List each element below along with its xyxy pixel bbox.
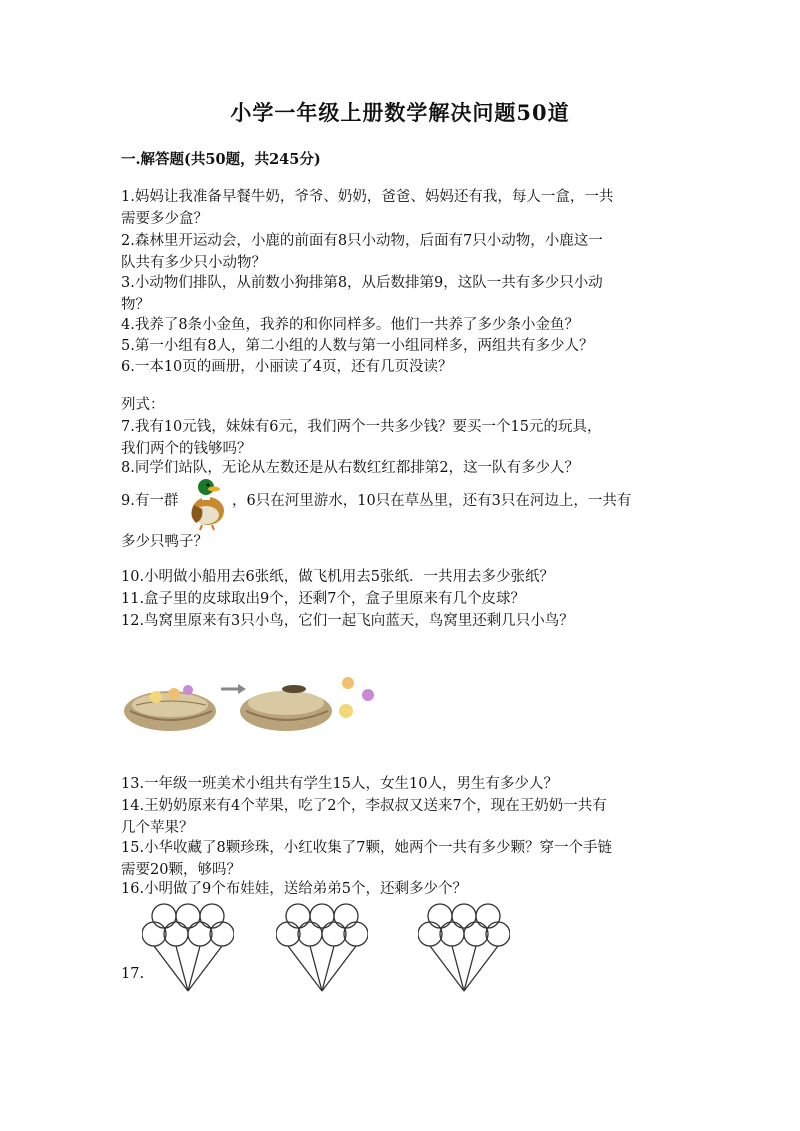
question-3: 3.小动物们排队，从前数小狗排第8，从后数排第9，这队一共有多少只小动 物？ xyxy=(121,275,603,313)
question-15: 15.小华收藏了8颗珍珠，小红收集了7颗，她两个一共有多少颗？穿一个手链 需要20颗，够吗？ xyxy=(121,840,613,878)
question-8: 8.同学们站队，无论从左数还是从右数红红都排第2，这一队有多少人？ xyxy=(121,460,580,476)
question-7: 7.我有10元钱，妹妹有6元，我们两个一共多少钱？要买一个15元的玩具， 我们两个的钱够吗？ xyxy=(121,419,602,457)
question-9-end: ，6只在河里游水，10只在草丛里，还有3只在河边上，一共有 xyxy=(232,493,632,509)
balloon-bunch-illustration-3 xyxy=(418,900,510,993)
question-14: 14.王奶奶原来有4个苹果，吃了2个，李叔叔又送来7个，现在王奶奶一共有 几个苹果？ xyxy=(121,798,607,836)
question-2: 2.森林里开运动会，小鹿的前面有8只小动物，后面有7只小动物，小鹿这一 队共有多少只小动物？ xyxy=(121,233,603,271)
balloon-bunch-illustration-2 xyxy=(276,900,368,993)
question-9-start: 9.有一群 xyxy=(121,493,179,509)
question-9-continued: 多少只鸭子？ xyxy=(121,534,208,550)
question-4: 4.我养了8条小金鱼，我养的和你同样多。他们一共养了多少条小金鱼？ xyxy=(121,317,580,333)
question-13: 13.一年级一班美术小组共有学生15人，女生10人，男生有多少人？ xyxy=(121,776,558,792)
question-6: 6.一本10页的画册，小丽读了4页，还有几页没读？ xyxy=(121,359,453,375)
answer-formula-label: 列式： xyxy=(121,397,165,413)
section-heading: 一.解答题(共50题，共245分) xyxy=(121,151,321,168)
question-10: 10.小明做小船用去6张纸，做飞机用去5张纸．一共用去多少张纸？ xyxy=(121,569,555,585)
balloon-bunch-illustration-1 xyxy=(142,900,234,993)
question-17: 17. xyxy=(121,966,145,982)
question-11: 11.盒子里的皮球取出9个，还剩7个，盒子里原来有几个皮球？ xyxy=(121,591,526,607)
question-16: 16.小明做了9个布娃娃，送给弟弟5个，还剩多少个？ xyxy=(121,881,468,897)
bird-nest-illustration xyxy=(122,667,384,737)
duck-icon xyxy=(184,475,232,531)
page-title: 小学一年级上册数学解决问题50道 xyxy=(230,100,570,125)
question-12: 12.鸟窝里原来有3只小鸟，它们一起飞向蓝天，鸟窝里还剩几只小鸟？ xyxy=(121,613,574,629)
question-1: 1.妈妈让我准备早餐牛奶，爷爷、奶奶，爸爸、妈妈还有我，每人一盒，一共 需要多少盒？ xyxy=(121,189,614,227)
question-5: 5.第一小组有8人，第二小组的人数与第一小组同样多，两组共有多少人？ xyxy=(121,338,594,354)
